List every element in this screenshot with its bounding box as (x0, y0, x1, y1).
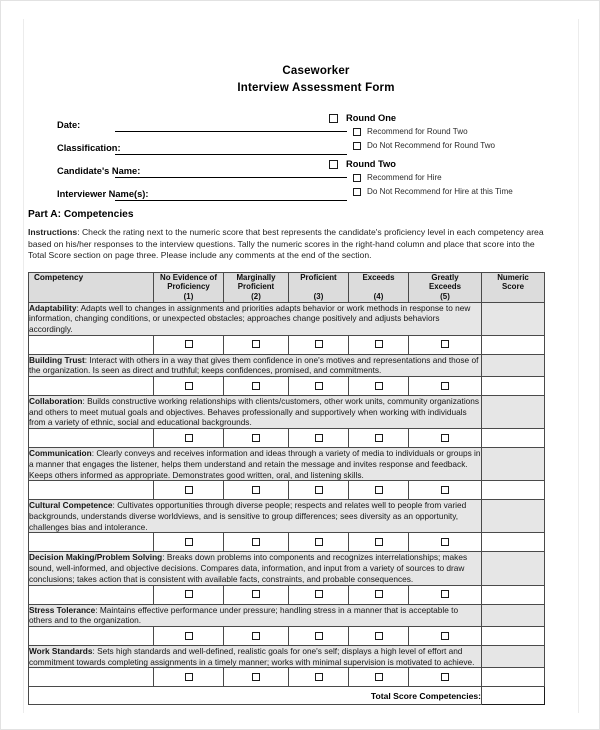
competency-row-ratings (29, 626, 545, 645)
rating-checkbox-proficient[interactable] (315, 590, 323, 598)
rating-cell-no-evidence[interactable] (154, 377, 224, 396)
field-date-label: Date: (57, 120, 81, 130)
rating-checkbox-exceeds[interactable] (375, 434, 383, 442)
rating-checkbox-no-evidence[interactable] (185, 486, 193, 494)
round-two-option-recommend-hire-label: Recommend for Hire (367, 173, 442, 182)
column-header-exceeds-l3: (4) (373, 291, 384, 301)
rating-checkbox-greatly-exceeds[interactable] (441, 340, 449, 348)
rating-checkbox-proficient[interactable] (315, 632, 323, 640)
column-header-competency-l1: Competency (34, 272, 84, 282)
rating-checkbox-exceeds[interactable] (375, 486, 383, 494)
round-two-checkbox[interactable] (329, 160, 338, 169)
competency-numeric-score-cell[interactable] (482, 302, 545, 335)
competency-table-body (29, 302, 545, 705)
field-candidate-name-label: Candidate's Name: (57, 166, 141, 176)
rating-cell-proficient[interactable] (289, 585, 349, 604)
column-header-marginally-proficient-l2: Proficient (237, 282, 275, 292)
column-header-numeric-score (482, 272, 545, 302)
rating-checkbox-greatly-exceeds[interactable] (441, 590, 449, 598)
competency-table-head (29, 272, 545, 302)
competency-row-description (29, 500, 545, 533)
rating-cell-exceeds[interactable] (349, 585, 409, 604)
rating-cell-proficient[interactable] (289, 626, 349, 645)
round-one-option-do-not-recommend[interactable] (353, 141, 579, 150)
rating-cell-proficient[interactable] (289, 429, 349, 448)
rating-cell-exceeds[interactable] (349, 335, 409, 354)
rating-checkbox-exceeds[interactable] (375, 590, 383, 598)
round-one-option-do-not-recommend-checkbox[interactable] (353, 142, 361, 150)
rating-row-spacer (29, 668, 154, 687)
rating-checkbox-greatly-exceeds[interactable] (441, 673, 449, 681)
rating-cell-marginally-proficient[interactable] (224, 668, 289, 687)
competency-table-header-row (29, 272, 545, 302)
rating-row-spacer (29, 585, 154, 604)
column-header-proficient-l3: (3) (313, 291, 324, 301)
rating-cell-proficient[interactable] (289, 668, 349, 687)
competency-row-description (29, 645, 545, 667)
rating-cell-no-evidence[interactable] (154, 533, 224, 552)
competency-description-text: : Interact with others in a way that gives them confidence in one's motives and representations and those of the organization. Is seen as direct and truthful; keeps confidences, promised, and commitments. (29, 354, 479, 376)
column-header-proficient-l1: Proficient (300, 272, 337, 282)
rating-row-score-spacer (482, 335, 545, 354)
total-score-value[interactable] (482, 687, 545, 705)
competency-row-ratings (29, 533, 545, 552)
rating-checkbox-marginally-proficient[interactable] (252, 538, 260, 546)
round-one-option-recommend-checkbox[interactable] (353, 128, 361, 136)
competency-name: Collaboration (29, 396, 83, 407)
form-title (54, 19, 578, 97)
rating-checkbox-marginally-proficient[interactable] (252, 590, 260, 598)
rating-row-score-spacer (482, 533, 545, 552)
round-one-option-recommend-label: Recommend for Round Two (367, 127, 468, 136)
rating-cell-exceeds[interactable] (349, 533, 409, 552)
round-two-label: Round Two (346, 159, 396, 169)
column-header-greatly-exceeds-l3: (5) (440, 291, 450, 301)
competency-description-cell (29, 500, 482, 533)
rating-cell-greatly-exceeds[interactable] (409, 481, 482, 500)
field-interviewer-names (57, 182, 347, 201)
rating-checkbox-greatly-exceeds[interactable] (441, 382, 449, 390)
part-a-instructions (28, 227, 548, 262)
rating-checkbox-no-evidence[interactable] (185, 632, 193, 640)
round-two-option-do-not-recommend-hire[interactable] (353, 187, 579, 196)
rating-checkbox-exceeds[interactable] (375, 340, 383, 348)
rating-row-score-spacer (482, 377, 545, 396)
round-two-option-do-not-recommend-hire-checkbox[interactable] (353, 188, 361, 196)
rating-row-spacer (29, 481, 154, 500)
competency-row-ratings (29, 429, 545, 448)
rating-cell-no-evidence[interactable] (154, 429, 224, 448)
competency-numeric-score-cell[interactable] (482, 448, 545, 481)
column-header-marginally-proficient-l3: (2) (251, 291, 261, 301)
field-classification-label: Classification: (57, 143, 121, 153)
rating-cell-greatly-exceeds[interactable] (409, 585, 482, 604)
competency-description-text: : Adapts well to changes in assignments and priorities adapts behavior or work methods in response to new information, changing conditions, or unexpected obstacles; approaches change positively and adjusts behaviors accordingly. (29, 302, 471, 334)
rating-checkbox-marginally-proficient[interactable] (252, 632, 260, 640)
rating-row-spacer (29, 626, 154, 645)
column-header-marginally-proficient (224, 272, 289, 302)
column-header-numeric-score-l2: Score (502, 282, 524, 292)
competency-row-description (29, 354, 545, 376)
rating-cell-marginally-proficient[interactable] (224, 377, 289, 396)
competency-numeric-score-cell[interactable] (482, 645, 545, 667)
competency-row-ratings (29, 335, 545, 354)
rating-cell-exceeds[interactable] (349, 626, 409, 645)
competency-table (28, 272, 545, 706)
competency-row-ratings (29, 377, 545, 396)
rating-cell-marginally-proficient[interactable] (224, 626, 289, 645)
competency-numeric-score-cell[interactable] (482, 552, 545, 585)
competency-name: Cultural Competence (29, 500, 113, 511)
rating-cell-marginally-proficient[interactable] (224, 533, 289, 552)
form-title-line-2: Interview Assessment Form (237, 82, 395, 94)
column-header-marginally-proficient-l1: Marginally (236, 272, 276, 282)
instructions-label: Instructions (28, 227, 78, 237)
competency-description-text: : Builds constructive working relationships with clients/customers, other work units, community organizations and others to meet mutual goals and objectives. Behaves professionally and supportively when working with individuals from a variety of ethnic, social and educational backgrounds. (29, 396, 480, 428)
competency-name: Adaptability (29, 302, 77, 313)
round-one-option-do-not-recommend-label: Do Not Recommend for Round Two (367, 141, 496, 150)
rating-cell-greatly-exceeds[interactable] (409, 626, 482, 645)
rating-checkbox-exceeds[interactable] (375, 673, 383, 681)
competency-description-text: : Clearly conveys and receives information and ideas through a variety of media to individuals or groups in a manner that engages the listener, helps them understand and retain the message and invites response and feedback. Keeps others informed as appropriate. Demonstrates good written, oral, and listening skills. (29, 448, 481, 480)
rating-checkbox-no-evidence[interactable] (185, 434, 193, 442)
rating-cell-exceeds[interactable] (349, 377, 409, 396)
rating-checkbox-greatly-exceeds[interactable] (441, 632, 449, 640)
round-two-option-do-not-recommend-hire-label: Do Not Recommend for Hire at this Time (367, 187, 513, 196)
rating-cell-marginally-proficient[interactable] (224, 335, 289, 354)
round-one-option-recommend[interactable] (353, 127, 579, 136)
header-info-area (24, 113, 578, 205)
rating-cell-no-evidence[interactable] (154, 335, 224, 354)
field-candidate-name (57, 159, 347, 178)
column-header-competency (29, 272, 154, 302)
rating-checkbox-marginally-proficient[interactable] (252, 340, 260, 348)
rating-checkbox-greatly-exceeds[interactable] (441, 486, 449, 494)
competency-numeric-score-cell[interactable] (482, 500, 545, 533)
round-two-group[interactable] (329, 159, 579, 169)
rating-cell-marginally-proficient[interactable] (224, 585, 289, 604)
column-header-no-evidence-l2: Proficiency (167, 282, 210, 292)
instructions-text: : Check the rating next to the numeric score that best represents the candidate's proficiency level in each competency area based on his/her responses to the interview questions. Tally the numeric scores in the right-hand column and place that score into the Total Score section on page three. Please include any comments at the end of the section. (28, 227, 544, 261)
rating-row-spacer (29, 335, 154, 354)
column-header-greatly-exceeds (409, 272, 482, 302)
competency-row-ratings (29, 668, 545, 687)
rating-row-spacer (29, 533, 154, 552)
field-interviewer-names-input[interactable] (115, 187, 347, 201)
rating-checkbox-greatly-exceeds[interactable] (441, 434, 449, 442)
column-header-no-evidence (154, 272, 224, 302)
rating-cell-greatly-exceeds[interactable] (409, 429, 482, 448)
competency-description-cell (29, 552, 482, 585)
rating-row-score-spacer (482, 429, 545, 448)
rating-checkbox-exceeds[interactable] (375, 632, 383, 640)
form-title-line-1: Caseworker (282, 65, 350, 77)
rating-row-spacer (29, 377, 154, 396)
column-header-exceeds (349, 272, 409, 302)
competency-name: Communication (29, 448, 92, 459)
round-recommendations (329, 113, 579, 201)
field-date (57, 113, 347, 132)
rating-checkbox-proficient[interactable] (315, 340, 323, 348)
competency-description-text: : Sets high standards and well-defined, realistic goals for one's self; displays a high level of effort and commitment towards completing assignments in a timely manner; works with minimal supervision is motivated to achieve. (29, 645, 475, 667)
competency-name: Work Standards (29, 645, 93, 656)
column-header-greatly-exceeds-l2: Exceeds (428, 282, 462, 292)
competency-numeric-score-cell[interactable] (482, 396, 545, 429)
rating-cell-proficient[interactable] (289, 533, 349, 552)
competency-description-cell (29, 302, 482, 335)
column-header-no-evidence-l1: No Evidence of (160, 272, 217, 282)
rating-checkbox-exceeds[interactable] (375, 538, 383, 546)
form-sheet (23, 19, 579, 713)
rating-checkbox-proficient[interactable] (315, 382, 323, 390)
rating-checkbox-marginally-proficient[interactable] (252, 486, 260, 494)
column-header-exceeds-l1: Exceeds (362, 272, 395, 282)
competency-row-ratings (29, 481, 545, 500)
rating-checkbox-proficient[interactable] (315, 538, 323, 546)
competency-description-cell (29, 604, 482, 626)
rating-checkbox-no-evidence[interactable] (185, 590, 193, 598)
field-classification-input[interactable] (115, 141, 347, 155)
column-header-greatly-exceeds-l1: Greatly (431, 272, 459, 282)
rating-checkbox-proficient[interactable] (315, 434, 323, 442)
competency-numeric-score-cell[interactable] (482, 604, 545, 626)
rating-cell-marginally-proficient[interactable] (224, 481, 289, 500)
competency-name: Decision Making/Problem Solving (29, 552, 163, 563)
competency-row-description (29, 604, 545, 626)
competency-description-cell (29, 645, 482, 667)
rating-row-score-spacer (482, 481, 545, 500)
rating-cell-proficient[interactable] (289, 481, 349, 500)
rating-checkbox-no-evidence[interactable] (185, 673, 193, 681)
competency-description-text: : Breaks down problems into components and recognizes interrelationships; makes sound, well-informed, and objective decisions. Compares data, information, and input from a variety of sources to draw conclusions; takes action that is consistent with available facts, constraints, and probable consequences. (29, 552, 468, 584)
field-classification (57, 136, 347, 155)
rating-checkbox-proficient[interactable] (315, 486, 323, 494)
total-score-label: Total Score Competencies: (29, 687, 482, 705)
competency-description-text: : Cultivates opportunities through diverse people; respects and relates well to people from varied backgrounds, understands diverse worldviews, and is sensitive to group differences; sees diversity as an opportunity, challenges bias and intolerance. (29, 500, 467, 532)
rating-row-score-spacer (482, 668, 545, 687)
field-interviewer-names-label: Interviewer Name(s): (57, 189, 149, 199)
column-header-no-evidence-l3: (1) (183, 291, 194, 301)
rating-cell-exceeds[interactable] (349, 429, 409, 448)
rating-cell-no-evidence[interactable] (154, 626, 224, 645)
competency-row-description (29, 396, 545, 429)
rating-cell-greatly-exceeds[interactable] (409, 668, 482, 687)
competency-row-description (29, 552, 545, 585)
competency-description-cell (29, 396, 482, 429)
competency-row-description (29, 302, 545, 335)
rating-checkbox-no-evidence[interactable] (185, 340, 193, 348)
competency-row-ratings (29, 585, 545, 604)
competency-description-cell (29, 448, 482, 481)
field-date-input[interactable] (115, 118, 347, 132)
identification-fields (57, 113, 347, 205)
part-a-heading: Part A: Competencies (28, 209, 134, 220)
total-score-row (29, 687, 545, 705)
column-header-proficient (289, 272, 349, 302)
competency-description-cell (29, 354, 482, 376)
round-one-checkbox[interactable] (329, 114, 338, 123)
rating-cell-exceeds[interactable] (349, 668, 409, 687)
competency-numeric-score-cell[interactable] (482, 354, 545, 376)
rating-cell-no-evidence[interactable] (154, 668, 224, 687)
rating-cell-proficient[interactable] (289, 335, 349, 354)
rating-checkbox-greatly-exceeds[interactable] (441, 538, 449, 546)
rating-checkbox-no-evidence[interactable] (185, 382, 193, 390)
field-candidate-name-input[interactable] (115, 164, 347, 178)
competency-row-description (29, 448, 545, 481)
rating-row-score-spacer (482, 585, 545, 604)
round-one-group[interactable] (329, 113, 579, 123)
rating-cell-marginally-proficient[interactable] (224, 429, 289, 448)
round-two-option-recommend-hire[interactable] (353, 173, 579, 182)
rating-cell-greatly-exceeds[interactable] (409, 377, 482, 396)
rating-checkbox-no-evidence[interactable] (185, 538, 193, 546)
column-header-numeric-score-l1: Numeric (497, 272, 529, 282)
rating-checkbox-marginally-proficient[interactable] (252, 673, 260, 681)
rating-row-score-spacer (482, 626, 545, 645)
round-two-option-recommend-hire-checkbox[interactable] (353, 174, 361, 182)
rating-row-spacer (29, 429, 154, 448)
part-a-section (28, 209, 578, 262)
competency-name: Building Trust (29, 354, 85, 365)
rating-cell-greatly-exceeds[interactable] (409, 533, 482, 552)
rating-cell-greatly-exceeds[interactable] (409, 335, 482, 354)
rating-checkbox-proficient[interactable] (315, 673, 323, 681)
round-one-label: Round One (346, 113, 397, 123)
competency-description-text: : Maintains effective performance under pressure; handling stress in a manner that is acceptable to others and to the organization. (29, 604, 459, 626)
competency-name: Stress Tolerance (29, 604, 96, 615)
rating-checkbox-marginally-proficient[interactable] (252, 382, 260, 390)
rating-cell-no-evidence[interactable] (154, 585, 224, 604)
rating-checkbox-exceeds[interactable] (375, 382, 383, 390)
rating-cell-exceeds[interactable] (349, 481, 409, 500)
rating-checkbox-marginally-proficient[interactable] (252, 434, 260, 442)
rating-cell-proficient[interactable] (289, 377, 349, 396)
rating-cell-no-evidence[interactable] (154, 481, 224, 500)
